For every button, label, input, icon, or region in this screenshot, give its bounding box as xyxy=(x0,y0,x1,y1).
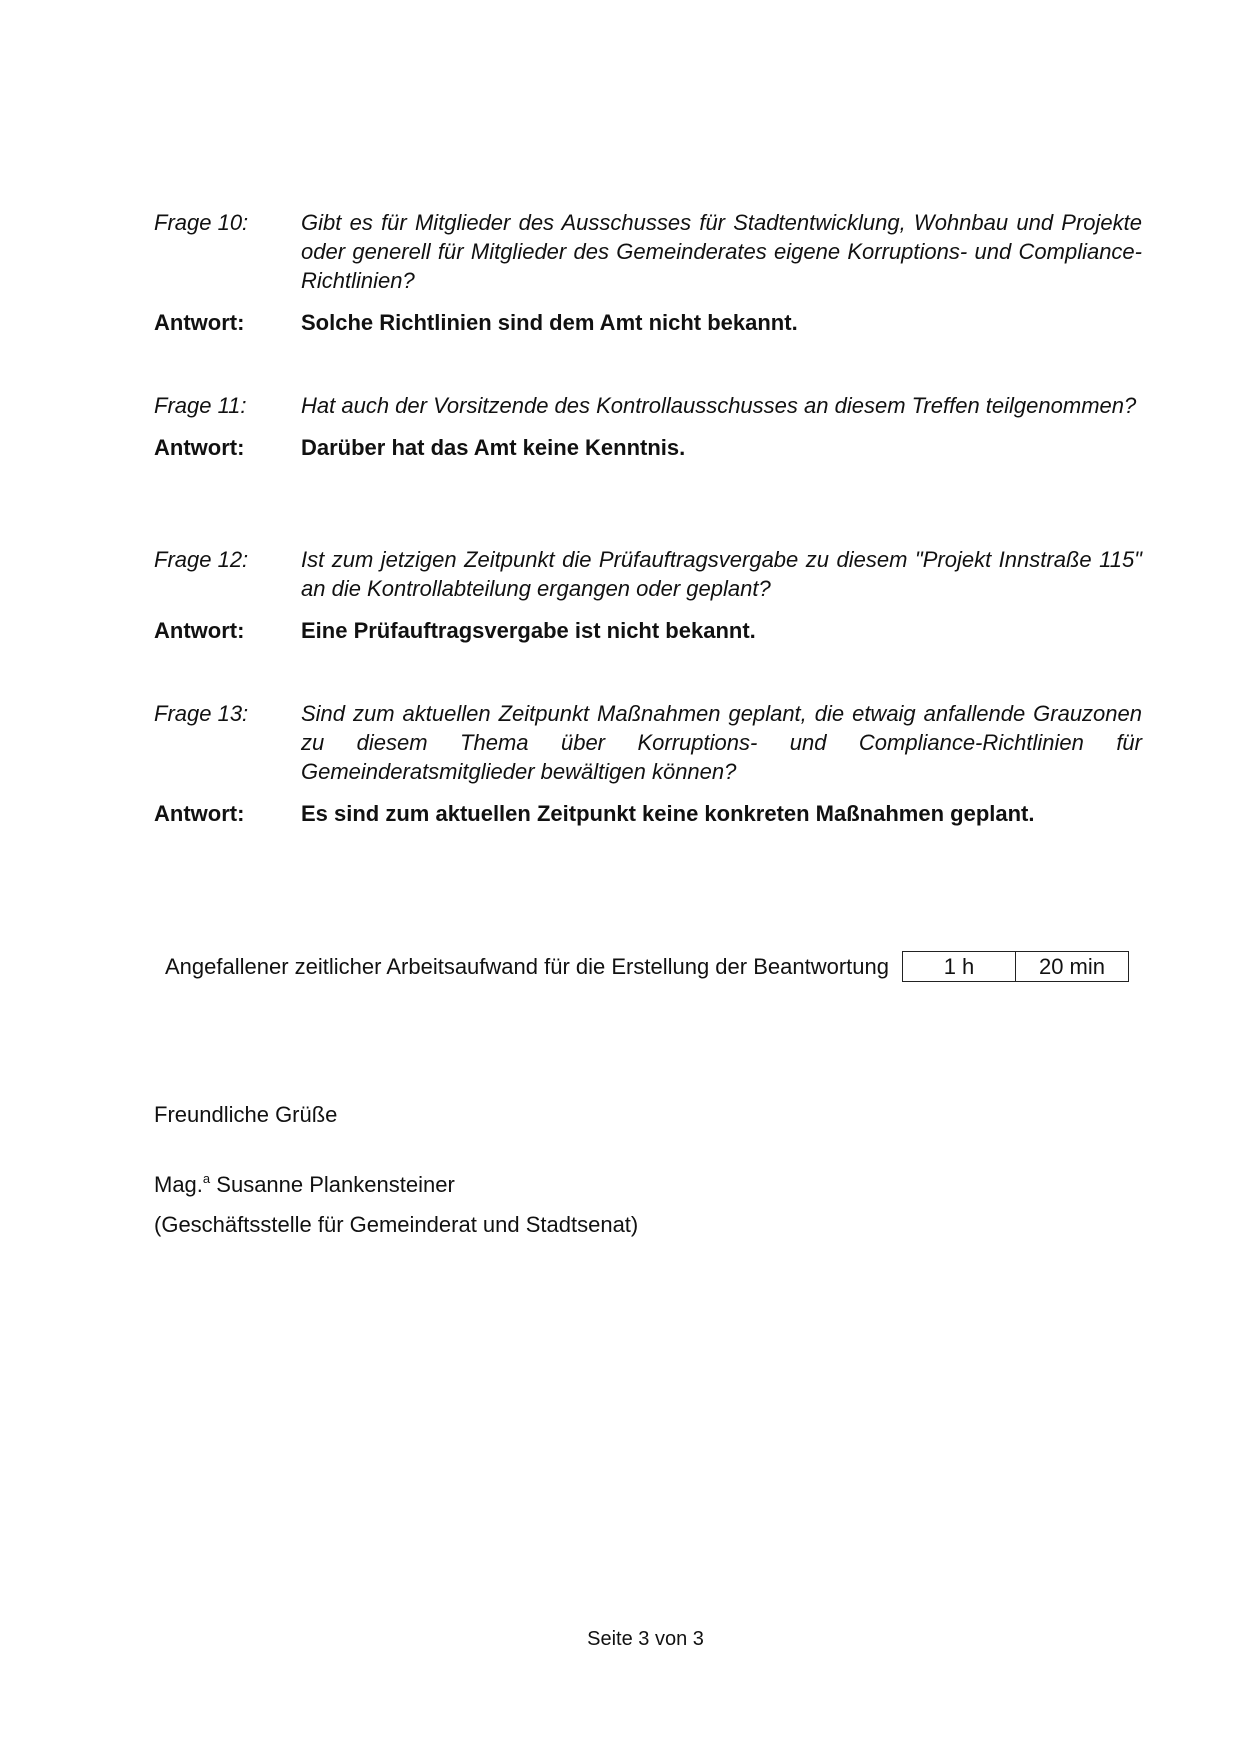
question-label: Frage 13: xyxy=(154,701,249,726)
effort-table xyxy=(902,951,1129,982)
qa-block-11 xyxy=(154,391,1142,462)
answer-text: Es sind zum aktuellen Zeitpunkt keine konkreten Maßnahmen geplant. xyxy=(301,801,1035,826)
answer-row xyxy=(154,616,1142,645)
answer-label: Antwort: xyxy=(154,435,245,460)
qa-block-12 xyxy=(154,545,1142,645)
question-text: Gibt es für Mitglieder des Ausschusses für Stadtentwicklung, Wohnbau und Projekte oder generell für Mitglieder des Gemeinderates eigene Korruptions- und Compliance-Richtlinien? xyxy=(301,210,1142,293)
effort-hours: 1 h xyxy=(943,954,975,979)
closing-greeting: Freundliche Grüße xyxy=(154,1102,338,1127)
question-text: Sind zum aktuellen Zeitpunkt Maßnahmen geplant, die etwaig anfallende Grauzonen zu diesem Thema über Korruptions- und Compliance-Richtlinien für Gemeinderatsmitglieder bewältigen können? xyxy=(301,701,1142,784)
effort-minutes: 20 min xyxy=(1015,952,1128,981)
question-label: Frage 12: xyxy=(154,547,249,572)
answer-row xyxy=(154,433,1142,462)
question-label: Frage 10: xyxy=(154,210,249,235)
answer-text: Darüber hat das Amt keine Kenntnis. xyxy=(301,435,686,460)
signatory-name xyxy=(154,1170,455,1200)
signatory-department: (Geschäftsstelle für Gemeinderat und Stadtsenat) xyxy=(154,1212,639,1237)
answer-label: Antwort: xyxy=(154,618,245,643)
question-row xyxy=(154,545,1142,603)
question-row xyxy=(154,391,1142,420)
effort-label: Angefallener zeitlicher Arbeitsaufwand für die Erstellung der Beantwortung xyxy=(165,953,889,979)
name-superscript: a xyxy=(202,1171,211,1186)
answer-row xyxy=(154,799,1142,828)
qa-block-13 xyxy=(154,699,1142,828)
answer-row xyxy=(154,308,1142,337)
answer-label: Antwort: xyxy=(154,801,245,826)
answer-text: Solche Richtlinien sind dem Amt nicht bekannt. xyxy=(301,310,798,335)
page-number: Seite 3 von 3 xyxy=(587,1628,704,1650)
qa-block-10 xyxy=(154,208,1142,337)
name-text: Susanne Plankensteiner xyxy=(216,1172,455,1197)
answer-label: Antwort: xyxy=(154,310,245,335)
page-footer xyxy=(0,1626,1241,1652)
question-row xyxy=(154,208,1142,295)
answer-text: Eine Prüfauftragsvergabe ist nicht bekannt. xyxy=(301,618,756,643)
question-label: Frage 11: xyxy=(154,393,247,418)
name-prefix: Mag. xyxy=(154,1172,203,1197)
effort-summary xyxy=(165,951,1129,982)
question-text: Hat auch der Vorsitzende des Kontrollausschusses an diesem Treffen teilgenommen? xyxy=(301,393,1137,418)
question-row xyxy=(154,699,1142,786)
question-text: Ist zum jetzigen Zeitpunkt die Prüfauftragsvergabe zu diesem "Projekt Innstraße 115" an die Kontrollabteilung ergangen oder geplant? xyxy=(301,547,1142,601)
